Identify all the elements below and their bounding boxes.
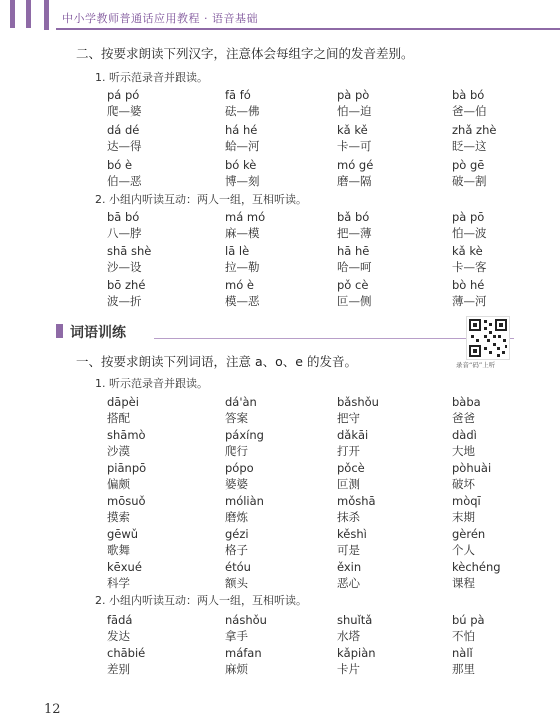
hanzi-text: 不怕 xyxy=(452,629,475,643)
hanzi-text: 蛤—河 xyxy=(225,139,260,153)
grid-cell xyxy=(107,613,217,644)
grid-cell xyxy=(107,646,217,677)
pinyin-text: bó kè xyxy=(225,158,257,172)
grid-cell xyxy=(107,88,217,119)
hanzi-text: 爬行 xyxy=(225,444,248,458)
hanzi-text: 偏颇 xyxy=(107,477,130,491)
pinyin-text: gēwǔ xyxy=(107,527,139,541)
pinyin-text: zhǎ zhè xyxy=(452,123,497,137)
hanzi-text: 模—恶 xyxy=(225,294,260,308)
hanzi-text: 差别 xyxy=(107,662,130,676)
header-rule xyxy=(56,28,560,30)
hanzi-text: 达—得 xyxy=(107,139,142,153)
grid-cell xyxy=(337,560,447,591)
hanzi-text: 八—脖 xyxy=(107,226,142,240)
pinyin-text: lā lè xyxy=(225,244,250,258)
hanzi-text: 抹杀 xyxy=(337,510,360,524)
grid-cell xyxy=(452,88,560,119)
pinyin-text: mó è xyxy=(225,278,254,292)
part-one-sub2-title: 2. 小组内听读互动：两人一组，互相听读。 xyxy=(95,594,307,607)
grid-cell xyxy=(452,428,560,459)
grid-cell xyxy=(225,158,335,189)
hanzi-text: 恶心 xyxy=(337,576,360,590)
page-number: 12 xyxy=(44,702,61,717)
pinyin-text: pà pò xyxy=(337,88,370,102)
pinyin-text: bàba xyxy=(452,395,481,409)
hanzi-text: 打开 xyxy=(337,444,360,458)
grid-cell xyxy=(225,560,335,591)
pinyin-text: bó è xyxy=(107,158,133,172)
hanzi-text: 婆婆 xyxy=(225,477,248,491)
grid-cell xyxy=(107,461,217,492)
grid-cell xyxy=(107,428,217,459)
grid-cell xyxy=(107,123,217,154)
qr-code-graphic xyxy=(467,317,509,359)
pinyin-text: máfan xyxy=(225,646,262,660)
hanzi-text: 大地 xyxy=(452,444,475,458)
grid-cell xyxy=(225,88,335,119)
part-one-title: 一、按要求朗读下列词语，注意 a、o、e 的发音。 xyxy=(76,354,357,369)
grid-cell xyxy=(225,613,335,644)
hanzi-text: 砝—佛 xyxy=(225,104,260,118)
pinyin-text: gézi xyxy=(225,527,249,541)
pinyin-text: kēxué xyxy=(107,560,142,574)
grid-cell xyxy=(225,210,335,241)
pinyin-text: bú pà xyxy=(452,613,485,627)
pinyin-text: bà bó xyxy=(452,88,485,102)
section-heading xyxy=(56,322,456,340)
hanzi-text: 破—割 xyxy=(452,174,487,188)
grid-cell xyxy=(337,461,447,492)
grid-cell xyxy=(225,428,335,459)
hanzi-text: 课程 xyxy=(452,576,475,590)
grid-cell xyxy=(452,494,560,525)
pinyin-text: bō zhé xyxy=(107,278,146,292)
grid-cell xyxy=(107,527,217,558)
hanzi-text: 爸—伯 xyxy=(452,104,487,118)
grid-cell xyxy=(337,210,447,241)
part-two-sub2-title: 2. 小组内听读互动：两人一组，互相听读。 xyxy=(95,193,307,206)
hanzi-text: 答案 xyxy=(225,411,248,425)
pinyin-text: étóu xyxy=(225,560,251,574)
grid-cell xyxy=(452,527,560,558)
grid-cell xyxy=(225,646,335,677)
hanzi-text: 磨炼 xyxy=(225,510,248,524)
grid-cell xyxy=(225,395,335,426)
pinyin-text: shā shè xyxy=(107,244,152,258)
grid-cell xyxy=(452,210,560,241)
header-bar-decoration xyxy=(44,0,49,30)
pinyin-text: móliàn xyxy=(225,494,264,508)
pinyin-text: náshǒu xyxy=(225,613,267,627)
header-title: 中小学教师普通话应用教程 · 语音基础 xyxy=(62,12,258,25)
pinyin-text: há hé xyxy=(225,123,258,137)
grid-cell xyxy=(337,88,447,119)
grid-cell xyxy=(452,158,560,189)
hanzi-text: 拿手 xyxy=(225,629,248,643)
pinyin-text: chābié xyxy=(107,646,146,660)
grid-cell xyxy=(225,278,335,309)
pinyin-text: pǒ cè xyxy=(337,278,369,292)
grid-cell xyxy=(452,395,560,426)
pinyin-text: ěxin xyxy=(337,560,362,574)
qr-caption: 录音“码”上听 xyxy=(456,361,496,369)
hanzi-text: 摸索 xyxy=(107,510,130,524)
hanzi-text: 格子 xyxy=(225,543,248,557)
pinyin-text: pò gē xyxy=(452,158,485,172)
hanzi-text: 拉—勒 xyxy=(225,260,260,274)
hanzi-text: 麻—模 xyxy=(225,226,260,240)
header-bar-decoration xyxy=(10,0,15,28)
hanzi-text: 沙漠 xyxy=(107,444,130,458)
pinyin-text: kǎ kě xyxy=(337,123,368,137)
pinyin-text: shāmò xyxy=(107,428,146,442)
grid-cell xyxy=(225,494,335,525)
pinyin-text: gèrén xyxy=(452,527,486,541)
grid-cell xyxy=(452,461,560,492)
hanzi-text: 叵—侧 xyxy=(337,294,372,308)
hanzi-text: 歌舞 xyxy=(107,543,130,557)
header-band xyxy=(0,0,560,30)
pinyin-text: dá dé xyxy=(107,123,140,137)
section-marker xyxy=(56,324,63,338)
pinyin-text: shuǐtǎ xyxy=(337,613,373,627)
hanzi-text: 薄—河 xyxy=(452,294,487,308)
pinyin-text: pòhuài xyxy=(452,461,492,475)
grid-cell xyxy=(225,244,335,275)
grid-cell xyxy=(337,613,447,644)
hanzi-text: 可是 xyxy=(337,543,360,557)
pinyin-text: mó gé xyxy=(337,158,374,172)
pinyin-text: mōsuǒ xyxy=(107,494,146,508)
section-title: 词语训练 xyxy=(70,325,126,341)
grid-cell xyxy=(107,395,217,426)
hanzi-text: 伯—恶 xyxy=(107,174,142,188)
grid-cell xyxy=(337,646,447,677)
pinyin-text: páxíng xyxy=(225,428,264,442)
pinyin-text: hā hē xyxy=(337,244,370,258)
hanzi-text: 怕—迫 xyxy=(337,104,372,118)
grid-cell xyxy=(337,527,447,558)
hanzi-text: 怕—波 xyxy=(452,226,487,240)
pinyin-text: mǒshā xyxy=(337,494,376,508)
hanzi-text: 把守 xyxy=(337,411,360,425)
grid-cell xyxy=(107,560,217,591)
hanzi-text: 额头 xyxy=(225,576,248,590)
grid-cell xyxy=(337,244,447,275)
pinyin-text: mòqī xyxy=(452,494,481,508)
qr-code xyxy=(466,316,510,360)
grid-cell xyxy=(452,646,560,677)
hanzi-text: 水塔 xyxy=(337,629,360,643)
hanzi-text: 爬—婆 xyxy=(107,104,142,118)
pinyin-text: dǎkāi xyxy=(337,428,369,442)
pinyin-text: pópo xyxy=(225,461,254,475)
grid-cell xyxy=(452,244,560,275)
pinyin-text: fā fó xyxy=(225,88,251,102)
hanzi-text: 卡—可 xyxy=(337,139,372,153)
hanzi-text: 沙—设 xyxy=(107,260,142,274)
grid-cell xyxy=(107,244,217,275)
pinyin-text: kěshì xyxy=(337,527,367,541)
hanzi-text: 破坏 xyxy=(452,477,475,491)
grid-cell xyxy=(107,158,217,189)
section-rule xyxy=(154,338,514,339)
pinyin-text: kǎpiàn xyxy=(337,646,376,660)
hanzi-text: 发达 xyxy=(107,629,130,643)
pinyin-text: bǎshǒu xyxy=(337,395,379,409)
hanzi-text: 爸爸 xyxy=(452,411,475,425)
pinyin-text: pà pō xyxy=(452,210,485,224)
hanzi-text: 磨—隔 xyxy=(337,174,372,188)
pinyin-text: bā bó xyxy=(107,210,140,224)
grid-cell xyxy=(225,527,335,558)
hanzi-text: 麻烦 xyxy=(225,662,248,676)
pinyin-text: piānpō xyxy=(107,461,147,475)
grid-cell xyxy=(337,158,447,189)
grid-cell xyxy=(337,428,447,459)
part-two-sub1-title: 1. 听示范录音并跟读。 xyxy=(95,71,208,84)
pinyin-text: fādá xyxy=(107,613,133,627)
grid-cell xyxy=(337,123,447,154)
grid-cell xyxy=(337,278,447,309)
grid-cell xyxy=(107,210,217,241)
grid-cell xyxy=(225,461,335,492)
grid-cell xyxy=(452,278,560,309)
hanzi-text: 把—薄 xyxy=(337,226,372,240)
hanzi-text: 个人 xyxy=(452,543,475,557)
hanzi-text: 卡—客 xyxy=(452,260,487,274)
pinyin-text: dàdì xyxy=(452,428,477,442)
hanzi-text: 波—折 xyxy=(107,294,142,308)
pinyin-text: má mó xyxy=(225,210,266,224)
hanzi-text: 那里 xyxy=(452,662,475,676)
grid-cell xyxy=(452,123,560,154)
hanzi-text: 科学 xyxy=(107,576,130,590)
grid-cell xyxy=(452,613,560,644)
part-one-sub1-title: 1. 听示范录音并跟读。 xyxy=(95,377,208,390)
pinyin-text: dāpèi xyxy=(107,395,139,409)
hanzi-text: 哈—呵 xyxy=(337,260,372,274)
hanzi-text: 卡片 xyxy=(337,662,360,676)
pinyin-text: kèchéng xyxy=(452,560,501,574)
pinyin-text: dá'àn xyxy=(225,395,257,409)
grid-cell xyxy=(107,278,217,309)
grid-cell xyxy=(225,123,335,154)
pinyin-text: bǎ bó xyxy=(337,210,370,224)
pinyin-text: nàlǐ xyxy=(452,646,473,660)
hanzi-text: 末期 xyxy=(452,510,475,524)
hanzi-text: 眨—这 xyxy=(452,139,487,153)
header-bar-decoration xyxy=(26,0,31,28)
pinyin-text: kǎ kè xyxy=(452,244,483,258)
grid-cell xyxy=(452,560,560,591)
grid-cell xyxy=(337,395,447,426)
part-two-title: 二、按要求朗读下列汉字，注意体会每组字之间的发音差别。 xyxy=(76,46,414,61)
hanzi-text: 叵测 xyxy=(337,477,360,491)
grid-cell xyxy=(337,494,447,525)
hanzi-text: 搭配 xyxy=(107,411,130,425)
pinyin-text: pá pó xyxy=(107,88,140,102)
hanzi-text: 博—刻 xyxy=(225,174,260,188)
pinyin-text: pǒcè xyxy=(337,461,365,475)
pinyin-text: bò hé xyxy=(452,278,485,292)
grid-cell xyxy=(107,494,217,525)
